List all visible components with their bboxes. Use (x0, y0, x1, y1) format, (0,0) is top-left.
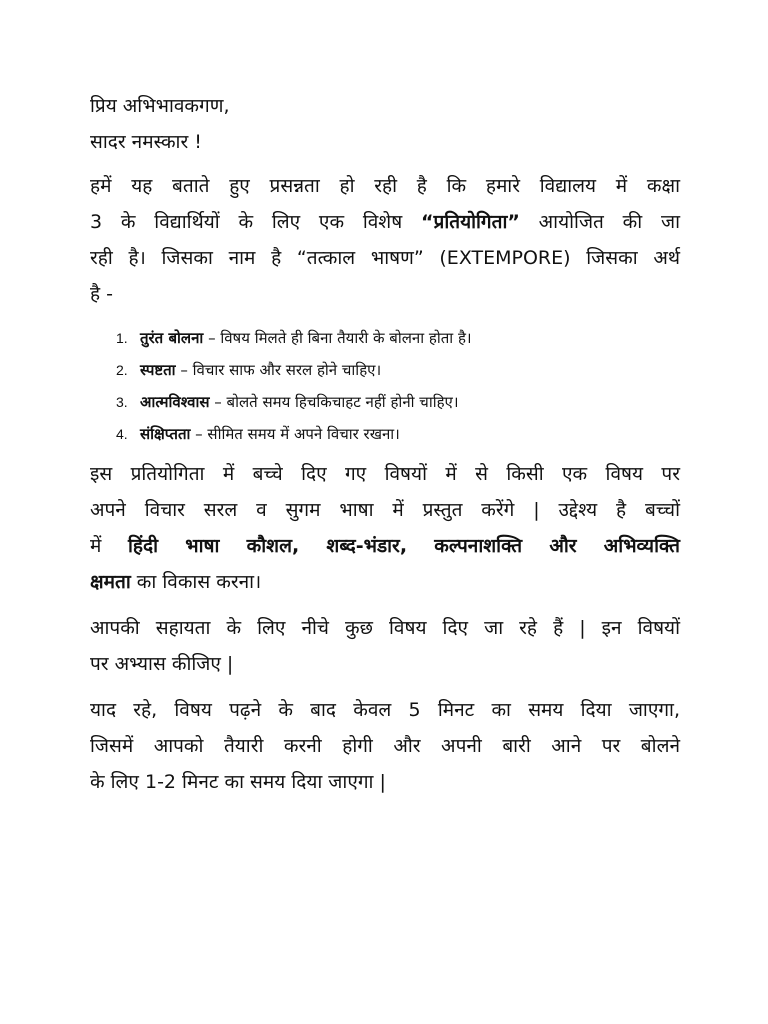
intro-line-3: रही है। जिसका नाम है “तत्काल भाषण” (EXTEMPORE) जिसका अर्थ (90, 247, 680, 269)
topics-note-paragraph (90, 610, 680, 682)
purpose-line-4: क्षमता का विकास करना। (90, 571, 262, 593)
intro-line-2-prefix: 3 के विद्यार्थियों के लिए एक विशेष (90, 211, 422, 233)
reminder-line-3: के लिए 1-2 मिनट का समय दिया जाएगा | (90, 771, 386, 793)
purpose-paragraph (90, 456, 680, 600)
list-item: 4. संक्षिप्तता – सीमित समय में अपने विचार रखना। (116, 425, 400, 443)
intro-paragraph (90, 168, 680, 312)
meanings-list (90, 322, 680, 450)
list-item: 2. स्पष्टता – विचार साफ और सरल होने चाहिए। (116, 361, 382, 379)
salutation: प्रिय अभिभावकगण, (90, 95, 230, 117)
list-item: 1. तुरंत बोलना – विषय मिलते ही बिना तैयारी के बोलना होता है। (116, 329, 472, 347)
topics-line-2: पर अभ्यास कीजिए | (90, 653, 234, 675)
list-item: 3. आत्मविश्वास – बोलते समय हिचकिचाहट नहीं होनी चाहिए। (116, 393, 459, 411)
skills-text: हिंदी भाषा कौशल, शब्द-भंडार, कल्पनाशक्ति और अभिव्यक्ति (128, 535, 681, 557)
topics-line-1: आपकी सहायता के लिए नीचे कुछ विषय दिए जा रहे हैं | इन विषयों (90, 617, 680, 639)
intro-line-1: हमें यह बताते हुए प्रसन्नता हो रही है कि हमारे विद्यालय में कक्षा (90, 175, 680, 197)
reminder-line-1: याद रहे, विषय पढ़ने के बाद केवल 5 मिनट का समय दिया जाएगा, (90, 699, 680, 721)
greeting: सादर नमस्कार ! (90, 131, 202, 153)
letter-body (90, 88, 680, 810)
intro-line-2-suffix: आयोजित की जा (519, 211, 680, 233)
purpose-line-3: में हिंदी भाषा कौशल, शब्द-भंडार, कल्पनाशक्ति और अभिव्यक्ति (90, 535, 681, 557)
reminder-paragraph (90, 692, 680, 800)
intro-line-4: है - (90, 283, 113, 305)
purpose-line-2: अपने विचार सरल व सुगम भाषा में प्रस्तुत करेंगे | उद्देश्य है बच्चों (90, 499, 680, 521)
reminder-line-2: जिसमें आपको तैयारी करनी होगी और अपनी बारी आने पर बोलने (90, 735, 680, 757)
purpose-line-1: इस प्रतियोगिता में बच्चे दिए गए विषयों में से किसी एक विषय पर (90, 463, 680, 485)
intro-line-2 (90, 204, 680, 240)
competition-word: “प्रतियोगिता” (421, 211, 520, 233)
